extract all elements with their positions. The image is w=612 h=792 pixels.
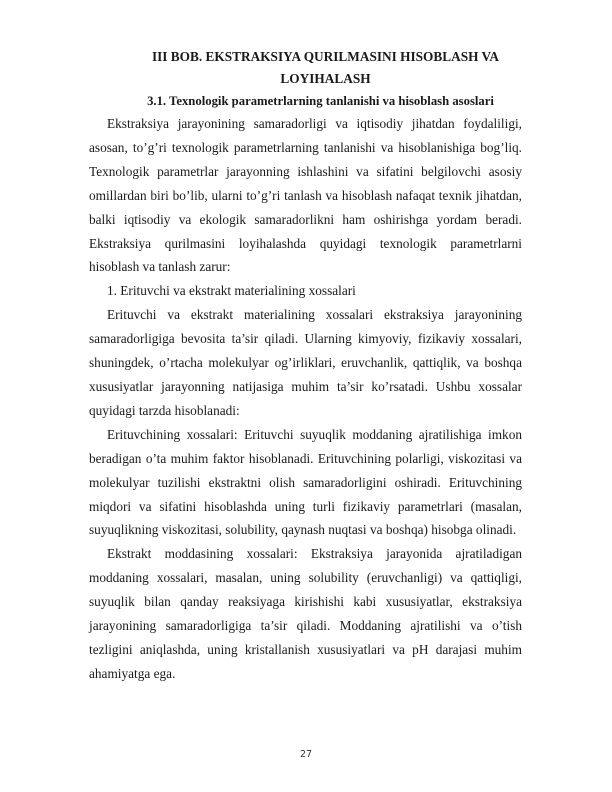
paragraph-extract: Ekstrakt moddasining xossalari: Ekstraksiya jarayonida ajratiladigan moddaning xossalari, masalan, uning solubility (eruvchanligi) va qattiqligi, suyuqlik bilan qanday reaksiyaga kirishishi kabi xususiyatlar, ekstraksiya jarayonining samaradorligiga ta’sir qiladi. Moddaning ajratilishi va o’tish tezligini aniqlashda, uning kristallanish xususiyatlari va pH darajasi muhim ahamiyatga ega. [89, 546, 522, 681]
list-heading-1: 1. Erituvchi va ekstrakt materialining xossalari [107, 283, 356, 299]
paragraph-intro: Ekstraksiya jarayonining samaradorligi va iqtisodiy jihatdan foydaliligi, asosan, to’g’ri texnologik parametrlarning tanlanishi va hisoblanishiga bog’liq. Texnologik parametrlar jarayonning ishlashini va sifatini belgilovchi asosiy omillardan biri bo’lib, ularni to’g’ri tanlash va hisoblash nafaqat texnik jihatdan, balki iqtisodiy va ekologik samaradorlikni ham oshirishga yordam beradi. Ekstraksiya qurilmasini loyihalashda quyidagi texnologik parametrlarni hisoblash va tanlash zarur: [89, 116, 522, 275]
page-number: 27 [299, 749, 313, 760]
paragraph-properties: Erituvchi va ekstrakt materialining xossalari ekstraksiya jarayonining samaradorligiga bevosita ta’sir qiladi. Ularning kimyoviy, fizikaviy xossalari, shuningdek, o’rtacha molekulyar og’irliklari, eruvchanlik, qattiqlik, va boshqa xususiyatlar jarayonning natijasiga muhim ta’sir ko’rsatadi. Ushbu xossalar quyidagi tarzda hisoblanadi: [89, 307, 522, 418]
section-title: 3.1. Texnologik parametrlarning tanlanishi va hisoblash asoslari [147, 94, 494, 108]
document-body [89, 46, 522, 686]
chapter-title: III BOB. EKSTRAKSIYA QURILMASINI HISOBLASH VA LOYIHALASH [151, 49, 500, 86]
paragraph-solvent: Erituvchining xossalari: Erituvchi suyuqlik moddaning ajratilishiga imkon beradigan o’ta muhim faktor hisoblanadi. Erituvchining polarligi, viskozitasi va molekulyar tuzilishi ekstraktni olish samaradorligini oshiradi. Erituvchining miqdori va sifatini hisoblashda uning turli fizikaviy parametrlari (masalan, suyuqlikning viskozitasi, solubility, qaynash nuqtasi va boshqa) hisobga olinadi. [89, 426, 522, 538]
